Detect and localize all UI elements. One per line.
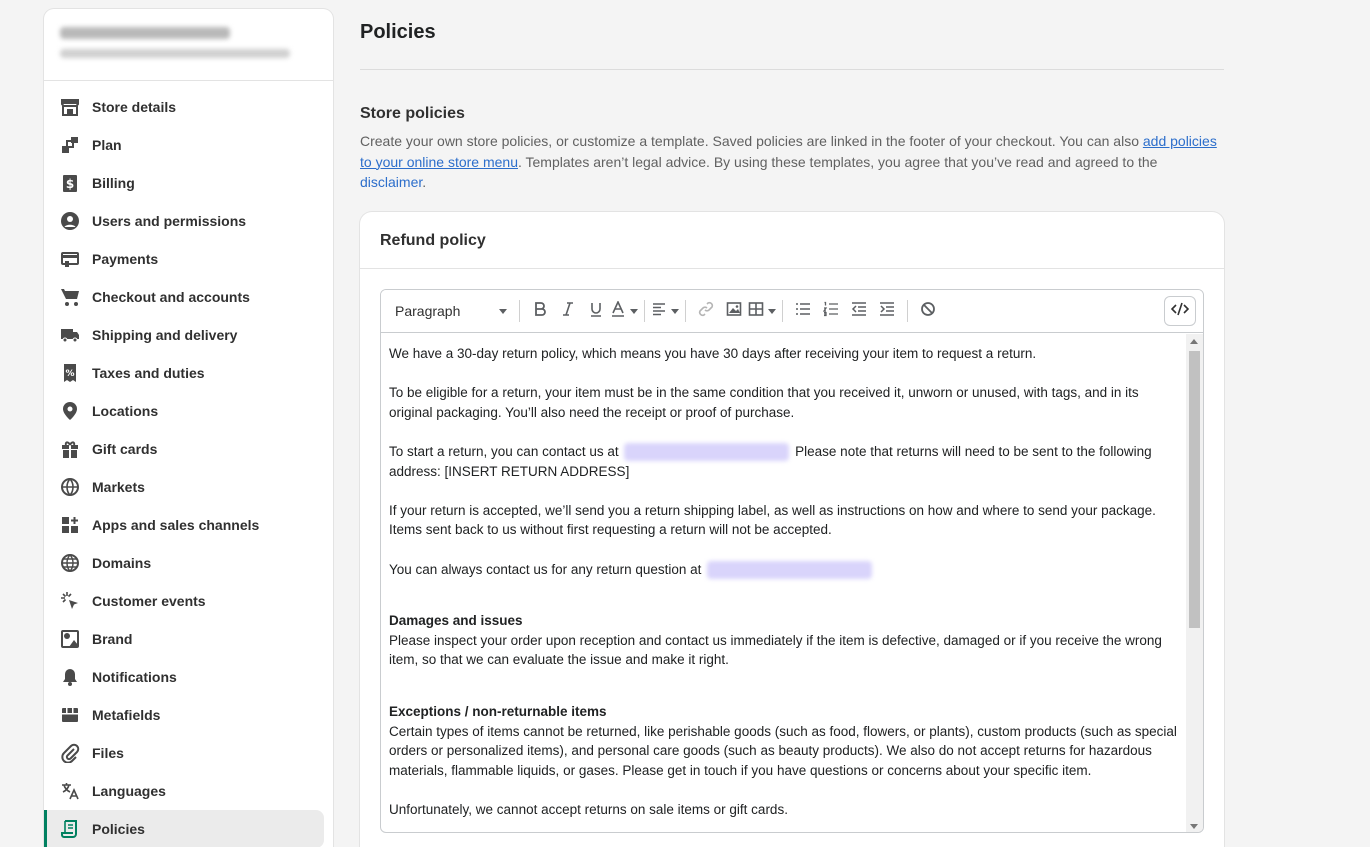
indent-button[interactable] — [873, 296, 901, 326]
page-title: Policies — [360, 21, 436, 43]
section-title: Store policies — [360, 105, 465, 122]
sidebar-item-domains[interactable] — [44, 544, 333, 582]
sidebar-item-label: Store details — [92, 99, 177, 115]
sidebar-item-label: Users and permissions — [92, 213, 247, 229]
svg-text:%: % — [65, 369, 75, 379]
sidebar-item-plan[interactable] — [44, 126, 333, 164]
toolbar-divider — [782, 300, 783, 322]
store-email-redacted — [60, 49, 290, 58]
numbered-list-icon — [823, 301, 839, 322]
link-icon — [698, 301, 714, 322]
align-button[interactable] — [651, 296, 679, 326]
text-color-button[interactable] — [610, 296, 638, 326]
globe-grid-icon — [59, 476, 81, 498]
sidebar-item-label: Customer events — [92, 593, 206, 609]
toolbar-divider — [685, 300, 686, 322]
policy-heading — [389, 611, 1178, 631]
table-icon — [748, 301, 764, 322]
policy-paragraph: Unfortunately, we cannot accept returns on sale items or gift cards. — [389, 801, 788, 817]
scroll-down-arrow-icon[interactable] — [1190, 824, 1198, 829]
sidebar-item-label: Shipping and delivery — [92, 327, 238, 343]
code-view-button[interactable] — [1164, 296, 1196, 326]
paragraph-format-select[interactable] — [387, 296, 513, 326]
outdent-button[interactable] — [845, 296, 873, 326]
settings-sidebar — [44, 9, 333, 847]
sidebar-item-billing[interactable] — [44, 164, 333, 202]
redacted-email — [624, 443, 789, 461]
toolbar-divider — [907, 300, 908, 322]
paragraph-text: To start a return, you can contact us at — [389, 443, 619, 459]
sidebar-item-notifications[interactable] — [44, 658, 333, 696]
policy-paragraph: If your return is accepted, we’ll send you a return shipping label, as well as instructions on how and where to send your package. Items sent back to us without first requesting a return will not be accepted. — [389, 502, 1156, 538]
sidebar-item-users[interactable] — [44, 202, 333, 240]
chevron-down-icon — [768, 309, 776, 314]
sidebar-item-gift-cards[interactable] — [44, 430, 333, 468]
desc-text-2: . Templates aren’t legal advice. By using these templates, you agree that you’ve read and agreed to the — [517, 153, 1158, 170]
store-icon — [59, 96, 81, 118]
add-policies-menu-link[interactable]: add policies to your online store menu — [360, 133, 1217, 170]
sidebar-item-shipping[interactable] — [44, 316, 333, 354]
desc-text-1: Create your own store policies, or customize a template. Saved policies are linked in the footer of your checkout. You can also — [360, 133, 1143, 149]
bullet-list-button[interactable] — [789, 296, 817, 326]
card-title: Refund policy — [380, 232, 486, 249]
editor-scrollbar[interactable] — [1186, 334, 1203, 833]
svg-text:$: $ — [65, 177, 75, 191]
sidebar-item-files[interactable] — [44, 734, 333, 772]
sidebar-item-metafields[interactable] — [44, 696, 333, 734]
heading-text: Exceptions / non-returnable items — [389, 703, 607, 719]
brand-icon — [59, 628, 81, 650]
sidebar-item-label: Languages — [92, 783, 166, 799]
sidebar-item-policies[interactable] — [44, 810, 324, 847]
sidebar-item-label: Files — [92, 745, 124, 761]
chevron-down-icon — [499, 309, 507, 314]
policy-document-icon — [59, 818, 81, 840]
bell-icon — [59, 666, 81, 688]
italic-icon — [560, 301, 576, 322]
sidebar-item-label: Checkout and accounts — [92, 289, 250, 305]
italic-button[interactable] — [554, 296, 582, 326]
underline-button[interactable] — [582, 296, 610, 326]
bullet-list-icon — [795, 301, 811, 322]
chevron-down-icon — [671, 309, 679, 314]
location-pin-icon — [59, 400, 81, 422]
plan-icon — [59, 134, 81, 156]
sidebar-item-customer-events[interactable] — [44, 582, 333, 620]
sidebar-item-label: Gift cards — [92, 441, 158, 457]
sidebar-item-label: Taxes and duties — [92, 365, 205, 381]
chevron-down-icon — [630, 309, 638, 314]
sidebar-item-label: Plan — [92, 137, 122, 153]
clear-format-icon — [920, 301, 936, 322]
paragraph-format-value: Paragraph — [395, 303, 461, 319]
truck-icon — [59, 324, 81, 346]
sidebar-item-label: Markets — [92, 479, 145, 495]
sidebar-item-locations[interactable] — [44, 392, 333, 430]
bold-button[interactable] — [526, 296, 554, 326]
policy-paragraph: To be eligible for a return, your item must be in the same condition that you received it, unworn or unused, with tags, and in its original packaging. You’ll also need the receipt or proof of purchase. — [389, 385, 1139, 420]
link-button[interactable] — [692, 296, 720, 326]
active-indicator — [44, 810, 47, 847]
desc-text-3: . — [422, 174, 427, 190]
text-color-icon — [610, 301, 626, 322]
policy-heading — [389, 702, 1178, 722]
sidebar-item-checkout[interactable] — [44, 278, 333, 316]
translate-icon — [59, 780, 81, 802]
sidebar-item-label: Brand — [92, 631, 133, 647]
title-divider — [360, 69, 1224, 70]
sidebar-item-label: Notifications — [92, 669, 177, 685]
sidebar-item-label: Domains — [92, 555, 152, 571]
toolbar-divider — [519, 300, 520, 322]
paperclip-icon — [59, 742, 81, 764]
sidebar-item-languages[interactable] — [44, 772, 333, 810]
sidebar-item-label: Metafields — [92, 707, 161, 723]
policy-paragraph — [389, 560, 1178, 580]
store-header[interactable] — [44, 9, 333, 81]
gift-icon — [59, 438, 81, 460]
outdent-icon — [851, 301, 867, 322]
image-button[interactable] — [720, 296, 748, 326]
globe-icon — [59, 552, 81, 574]
sidebar-item-label: Payments — [92, 251, 159, 267]
settings-nav — [44, 81, 333, 847]
billing-icon — [59, 172, 81, 194]
sidebar-item-store-details[interactable] — [44, 88, 333, 126]
payments-icon — [59, 248, 81, 270]
sidebar-item-label: Billing — [92, 175, 135, 191]
user-icon — [59, 210, 81, 232]
sidebar-item-apps[interactable] — [44, 506, 333, 544]
toolbar-divider — [644, 300, 645, 322]
align-icon — [651, 301, 667, 322]
sidebar-item-brand[interactable] — [44, 620, 333, 658]
numbered-list-button[interactable] — [817, 296, 845, 326]
scroll-up-arrow-icon[interactable] — [1190, 339, 1198, 344]
tax-receipt-icon — [59, 362, 81, 384]
editor-content[interactable] — [381, 334, 1186, 833]
table-button[interactable] — [748, 296, 776, 326]
sidebar-item-markets[interactable] — [44, 468, 333, 506]
apps-icon — [59, 514, 81, 536]
policy-paragraph — [389, 442, 1178, 481]
sidebar-item-label: Apps and sales channels — [92, 517, 260, 533]
rich-text-editor — [380, 289, 1204, 833]
sidebar-item-payments[interactable] — [44, 240, 333, 278]
indent-icon — [879, 301, 895, 322]
code-view-icon — [1171, 302, 1189, 321]
editor-toolbar — [381, 290, 1203, 333]
bold-icon — [532, 301, 548, 322]
metafields-icon — [59, 704, 81, 726]
redacted-email — [707, 561, 872, 579]
underline-icon — [588, 301, 604, 322]
card-divider — [360, 268, 1224, 269]
policy-paragraph: Please inspect your order upon reception and contact us immediately if the item is defective, damaged or if you receive the wrong item, so that we can evaluate the issue and make it right. — [389, 632, 1162, 668]
scrollbar-thumb[interactable] — [1189, 351, 1200, 628]
paragraph-text: Please note that returns will need to be sent to the following address: [INSERT RETURN ADDRESS] — [389, 443, 1152, 479]
policy-paragraph: We have a 30-day return policy, which means you have 30 days after receiving your item to request a return. — [389, 346, 1037, 361]
paragraph-spacer — [389, 670, 1178, 702]
paragraph-text: You can always contact us for any return question at — [389, 561, 702, 577]
cursor-sparkle-icon — [59, 590, 81, 612]
sidebar-item-label: Policies — [92, 821, 145, 837]
sidebar-item-taxes[interactable] — [44, 354, 333, 392]
clear-format-button[interactable] — [914, 296, 942, 326]
sidebar-item-label: Locations — [92, 403, 159, 419]
store-name-redacted — [60, 27, 230, 39]
image-icon — [726, 301, 742, 322]
heading-text: Damages and issues — [389, 613, 523, 629]
refund-policy-card — [360, 212, 1224, 847]
policy-paragraph: Certain types of items cannot be returned, like perishable goods (such as food, flowers, or plants), custom products (such as special orders or personalized items), and personal care goods (such as beauty products). We also do not accept returns for hazardous materials, flammable liquids, or gases. Please get in touch if you have questions or concerns about your specific item. — [389, 723, 1177, 778]
disclaimer-link[interactable]: disclaimer — [360, 174, 423, 190]
paragraph-spacer — [389, 579, 1178, 611]
cart-icon — [59, 286, 81, 308]
section-description — [360, 131, 1224, 193]
